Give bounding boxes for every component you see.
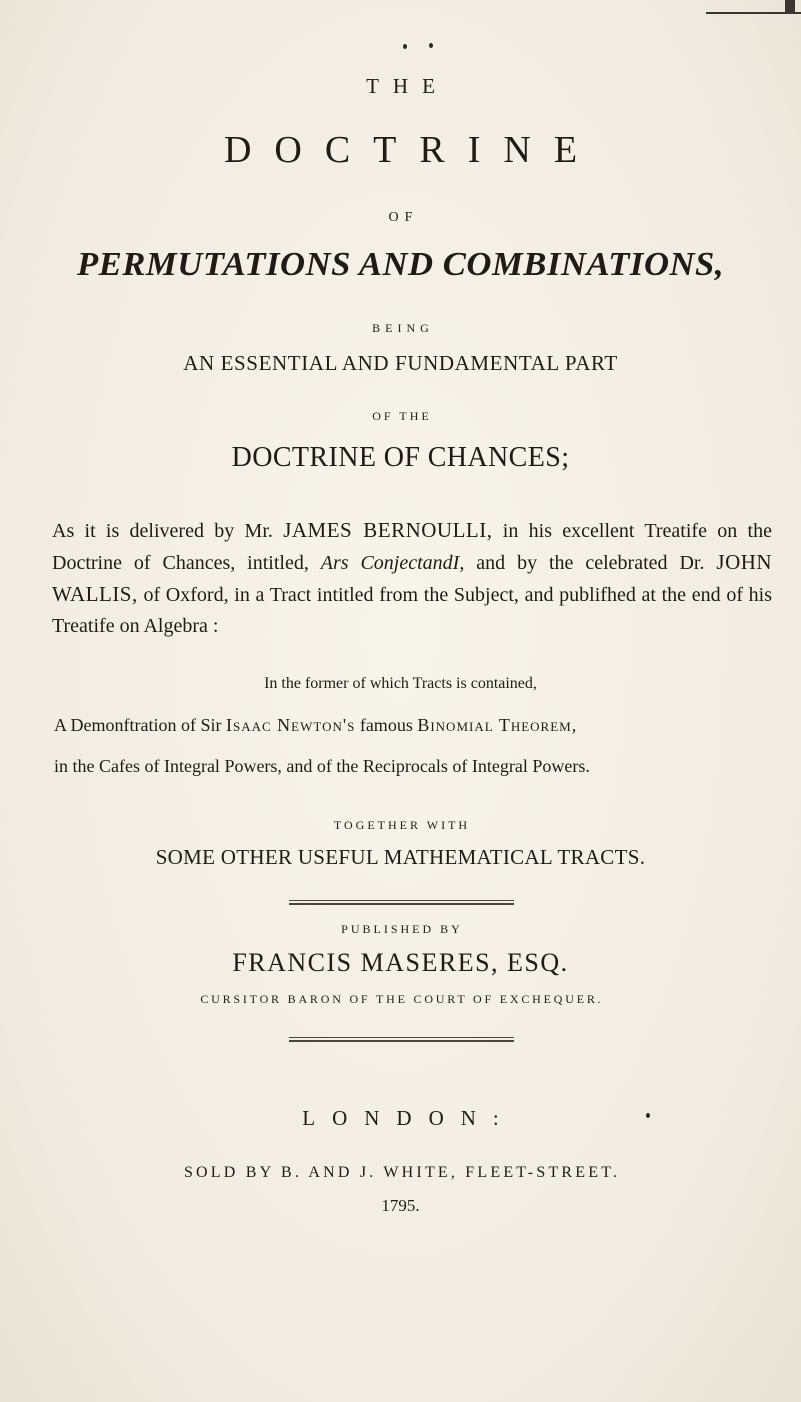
author-title: CURSITOR BARON OF THE COURT OF EXCHEQUER. [200,992,604,1006]
imprint-seller: SOLD BY B. AND J. WHITE, FLEET-STREET. [183,1164,621,1181]
subtitle-essential-part: AN ESSENTIAL AND FUNDAMENTAL PART [183,351,618,375]
description-text: in his excellent Treatife on the Doctrine of Chances, intitled, [52,520,772,574]
divider-rule [289,1040,514,1042]
description-paragraph [52,515,772,642]
ink-speck [429,43,433,48]
former-tract-line: In the former of which Tracts is contained, [264,675,537,692]
ink-speck [403,44,407,49]
description-text: of Oxford, in a Tract intitled from the Subject, and publifhed at the end of his Treatife on Algebra : [52,584,773,637]
heading-the: THE [366,74,449,98]
ink-speck [646,1113,650,1118]
main-title: PERMUTATIONS AND COMBINATIONS, [76,246,725,283]
demonstration-line-2: in the Cafes of Integral Powers, and of the Reciprocals of Integral Powers. [54,756,590,776]
useful-tracts: SOME OTHER USEFUL MATHEMATICAL TRACTS. [155,845,646,869]
demonstration-text: famous [359,715,413,735]
subheading-being: BEING [372,321,434,335]
binomial-theorem: Binomial Theorem, [417,715,578,735]
description-text: As it is delivered by Mr. [52,520,273,542]
together-with: TOGETHER WITH [333,818,471,832]
imprint-year: 1795. [381,1196,420,1215]
demonstration-line-1 [54,715,774,736]
book-title-ars-conjectandi: Ars ConjectandI, [320,552,465,574]
author-name-wallis: JOHN WALLIS, [52,550,773,606]
author-name: FRANCIS MASERES, ESQ. [232,948,569,977]
divider-rule [289,900,514,901]
heading-of: OF [388,210,419,225]
subtitle-doctrine-of-chances: DOCTRINE OF CHANCES; [231,442,570,473]
demonstration-text: A Demonftration of Sir [54,715,222,735]
newton-name: Isaac Newton's [225,715,356,735]
imprint-place: LONDON: [302,1106,516,1130]
divider-rule [289,903,514,905]
description-text: and by the celebrated Dr. [476,552,705,574]
divider-rule [289,1037,514,1038]
heading-doctrine: DOCTRINE [223,129,601,171]
published-by: PUBLISHED BY [341,922,463,936]
author-name-bernoulli: JAMES BERNOULLI, [283,518,493,542]
subheading-of-the: OF THE [372,409,432,423]
corner-page-mark [706,0,801,14]
